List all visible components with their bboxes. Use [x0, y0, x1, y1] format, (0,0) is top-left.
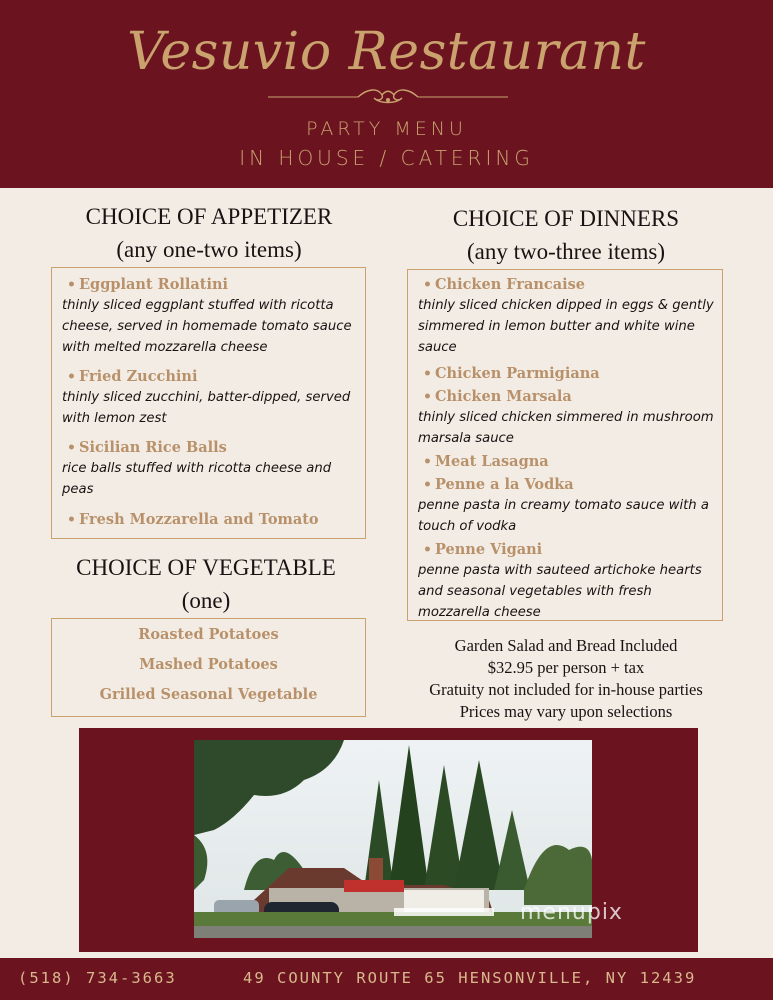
bullet-icon: •	[67, 277, 76, 293]
dinner-box	[407, 269, 723, 621]
list-item: • Chicken Francaise thinly sliced chicken dipped in eggs & gently simmered in lemon butter and white wine sauce	[418, 276, 714, 355]
bullet-icon: •	[423, 366, 432, 382]
pricing-notes: Garden Salad and Bread Included $32.95 per person + tax Gratuity not included for in-house parties Prices may vary upon selections	[429, 636, 703, 721]
bullet-icon: •	[423, 389, 432, 405]
list-item: • Penne Vigani penne pasta with sauteed artichoke hearts and seasonal vegetables with fresh mozzarella cheese	[418, 541, 702, 620]
list-item: • Chicken Marsala thinly sliced chicken simmered in mushroom marsala sauce	[418, 388, 714, 446]
bullet-icon: •	[67, 440, 76, 456]
list-item: Grilled Seasonal Vegetable	[99, 686, 318, 703]
bullet-icon: •	[423, 477, 432, 493]
list-item: • Chicken Parmigiana	[423, 365, 600, 382]
phone-number[interactable]: (518) 734-3663	[18, 969, 177, 987]
list-item: • Sicilian Rice Balls rice balls stuffed with ricotta cheese and peas	[62, 439, 332, 497]
bullet-icon: •	[67, 512, 76, 528]
bullet-icon: •	[67, 369, 76, 385]
footer-bar	[0, 958, 773, 1000]
vegetable-box	[51, 618, 366, 717]
list-item: • Penne a la Vodka penne pasta in creamy tomato sauce with a touch of vodka	[418, 476, 709, 534]
dinner-section-title: CHOICE OF DINNERS (any two-three items)	[452, 206, 680, 264]
party-menu-subtitle: PARTY MENU	[306, 118, 467, 140]
bullet-icon: •	[423, 454, 432, 470]
flourish-ornament-icon	[268, 86, 508, 108]
list-item: • Fresh Mozzarella and Tomato	[67, 511, 319, 528]
list-item: Mashed Potatoes	[139, 656, 278, 673]
in-house-catering-subtitle: IN HOUSE / CATERING	[239, 146, 534, 170]
restaurant-title: Vesuvio Restaurant	[127, 22, 646, 82]
appetizer-section-title: CHOICE OF APPETIZER (any one-two items)	[85, 204, 333, 262]
list-item: • Fried Zucchini thinly sliced zucchini, batter-dipped, served with lemon zest	[62, 368, 351, 426]
vegetable-section-title: CHOICE OF VEGETABLE (one)	[76, 555, 336, 613]
list-item: • Meat Lasagna	[423, 453, 549, 470]
bullet-icon: •	[423, 542, 432, 558]
street-address: 49 COUNTY ROUTE 65 HENSONVILLE, NY 12439	[243, 969, 697, 987]
list-item: • Eggplant Rollatini thinly sliced eggplant stuffed with ricotta cheese, served in homemade tomato sauce with melted mozzarella cheese	[62, 276, 352, 355]
appetizer-box	[51, 267, 366, 539]
list-item: Roasted Potatoes	[138, 626, 279, 643]
bullet-icon: •	[423, 277, 432, 293]
watermark: menupix	[520, 900, 623, 925]
header-banner	[0, 0, 773, 188]
